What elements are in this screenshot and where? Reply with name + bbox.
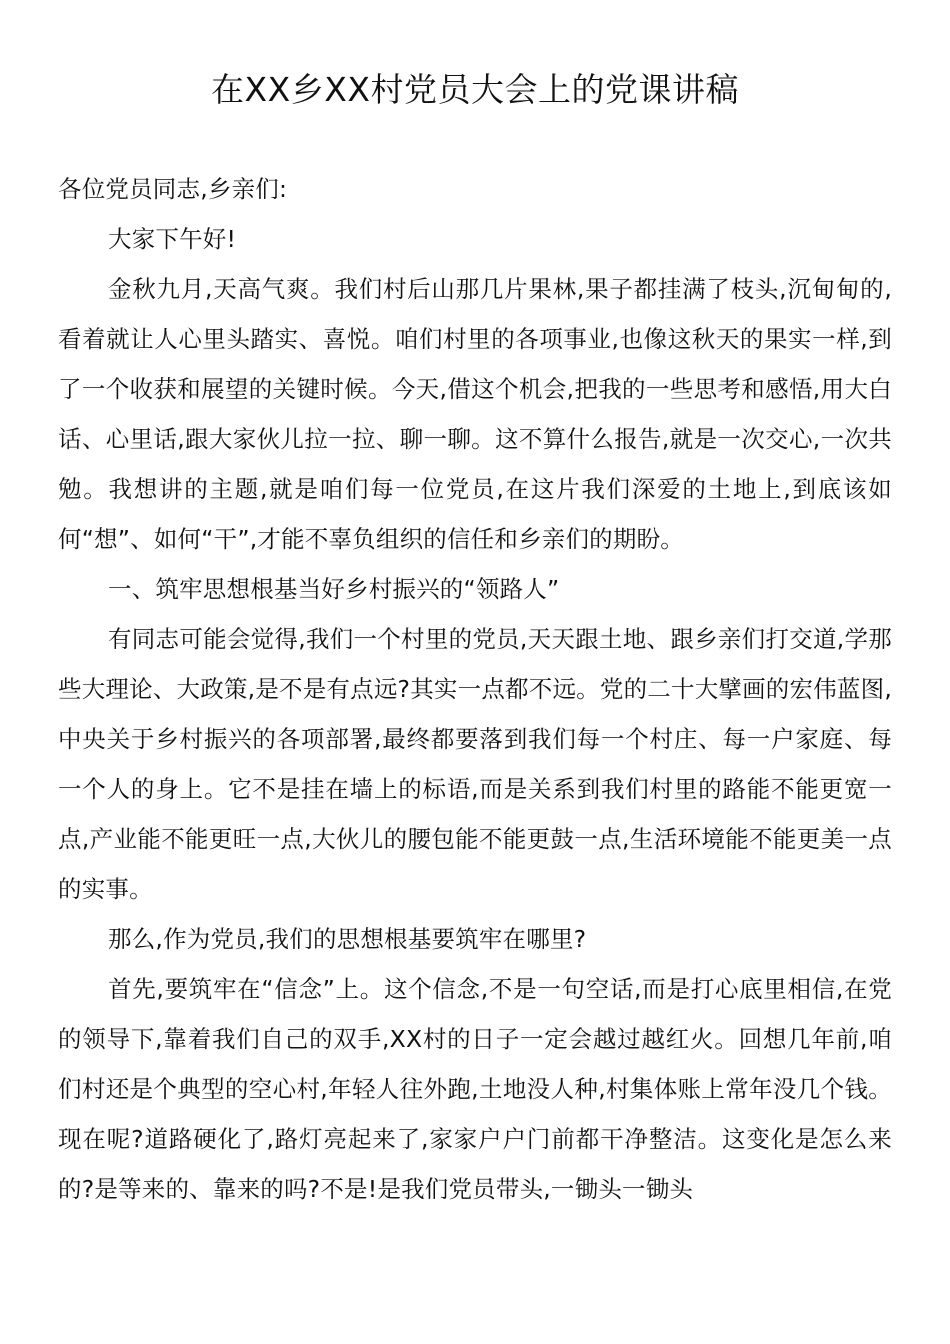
intro-paragraph: 金秋九月,天高气爽。我们村后山那几片果林,果子都挂满了枝头,沉甸甸的,看着就让人心里头踏实、喜悦。咱们村里的各项事业,也像这秋天的果实一样,到了一个收获和展望的关键时候。今天,借这个机会,把我的一些思考和感悟,用大白话、心里话,跟大家伙儿拉一拉、聊一聊。这不算什么报告,就是一次交心,一次共勉。我想讲的主题,就是咱们每一位党员,在这片我们深爱的土地上,到底该如何“想”、如何“干”,才能不辜负组织的信任和乡亲们的期盼。 — [58, 275, 892, 553]
greeting-paragraph: 大家下午好! — [108, 225, 237, 253]
salutation: 各位党员同志,乡亲们: — [58, 175, 288, 203]
document-title: 在XX乡XX村党员大会上的党课讲稿 — [211, 70, 739, 109]
body-paragraph: 有同志可能会觉得,我们一个村里的党员,天天跟土地、跟乡亲们打交道,学那些大理论、大政策,是不是有点远?其实一点都不远。党的二十大擘画的宏伟蓝图,中央关于乡村振兴的各项部署,最终都要落到我们每一个村庄、每一户家庭、每一个人的身上。它不是挂在墙上的标语,而是关系到我们村里的路能不能更宽一点,产业能不能更旺一点,大伙儿的腰包能不能更鼓一点,生活环境能不能更美一点的实事。 — [58, 625, 892, 903]
body-paragraph: 那么,作为党员,我们的思想根基要筑牢在哪里? — [108, 925, 587, 953]
section-heading: 一、筑牢思想根基当好乡村振兴的“领路人” — [108, 575, 560, 603]
document-body — [58, 164, 892, 1214]
body-paragraph: 首先,要筑牢在“信念”上。这个信念,不是一句空话,而是打心底里相信,在党的领导下,靠着我们自己的双手,XX村的日子一定会越过越红火。回想几年前,咱们村还是个典型的空心村,年轻人往外跑,土地没人种,村集体账上常年没几个钱。现在呢?道路硬化了,路灯亮起来了,家家户户门前都干净整洁。这变化是怎么来的?是等来的、靠来的吗?不是!是我们党员带头,一锄头一锄头 — [58, 975, 892, 1203]
